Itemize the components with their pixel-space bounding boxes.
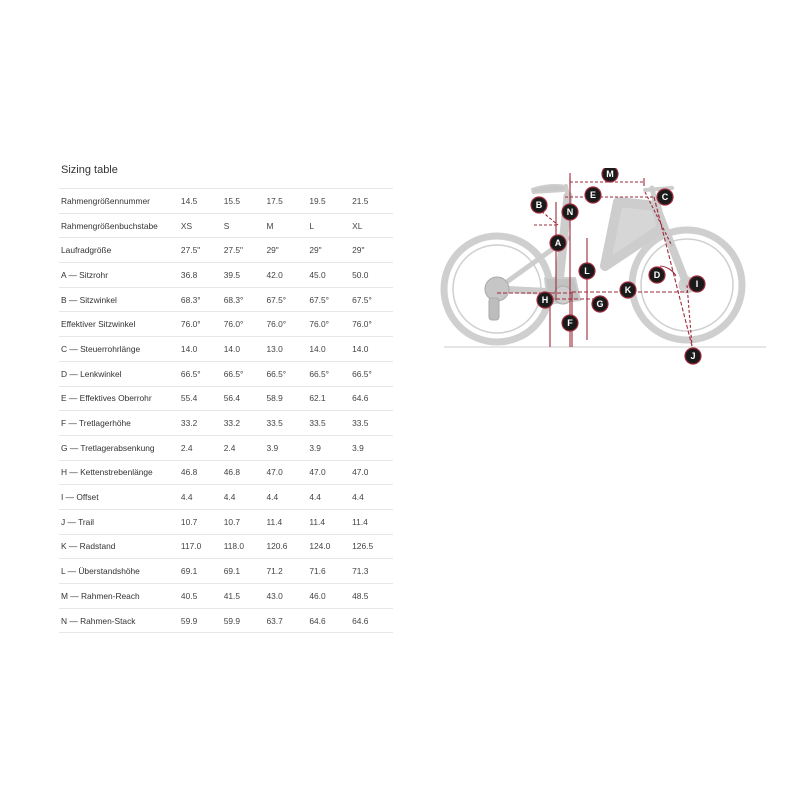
cell-value: M <box>264 213 307 238</box>
cell-value: 27.5" <box>179 238 222 263</box>
table-row <box>59 509 393 534</box>
svg-text:H: H <box>541 295 549 306</box>
row-label: L — Überstandshöhe <box>59 559 179 584</box>
cell-value: 36.8 <box>179 263 222 288</box>
table-row <box>59 287 393 312</box>
marker-f <box>562 315 578 331</box>
cell-value: 2.4 <box>222 435 265 460</box>
cell-value: 15.5 <box>222 189 265 214</box>
cell-value: 63.7 <box>264 608 307 633</box>
cell-value: 46.0 <box>307 584 350 609</box>
svg-text:L: L <box>584 266 590 277</box>
cell-value: 13.0 <box>264 337 307 362</box>
cell-value: 118.0 <box>222 534 265 559</box>
cell-value: 4.4 <box>350 485 393 510</box>
marker-i <box>689 276 705 292</box>
cell-value: XL <box>350 213 393 238</box>
table-row <box>59 608 393 633</box>
cell-value: 33.2 <box>179 411 222 436</box>
cell-value: 124.0 <box>307 534 350 559</box>
row-label: J — Trail <box>59 509 179 534</box>
svg-text:M: M <box>606 169 614 180</box>
cell-value: 29" <box>264 238 307 263</box>
cell-value: XS <box>179 213 222 238</box>
marker-d <box>649 267 665 283</box>
cell-value: 14.5 <box>179 189 222 214</box>
marker-e <box>585 187 601 203</box>
cell-value: 64.6 <box>307 608 350 633</box>
cell-value: 56.4 <box>222 386 265 411</box>
cell-value: 46.8 <box>179 460 222 485</box>
cell-value: 2.4 <box>179 435 222 460</box>
table-row <box>59 460 393 485</box>
cell-value: 68.3° <box>179 287 222 312</box>
row-label: G — Tretlagerabsenkung <box>59 435 179 460</box>
row-label: Laufradgröße <box>59 238 179 263</box>
row-label: C — Steuerrohrlänge <box>59 337 179 362</box>
table-row <box>59 189 393 214</box>
cell-value: 11.4 <box>264 509 307 534</box>
table-row <box>59 411 393 436</box>
cell-value: 14.0 <box>307 337 350 362</box>
sizing-table <box>59 188 393 633</box>
cell-value: 66.5° <box>222 361 265 386</box>
cell-value: 47.0 <box>307 460 350 485</box>
marker-n <box>562 204 578 220</box>
cell-value: 67.5° <box>350 287 393 312</box>
row-label: H — Kettenstrebenlänge <box>59 460 179 485</box>
cell-value: 33.5 <box>264 411 307 436</box>
table-row <box>59 584 393 609</box>
marker-g <box>592 296 608 312</box>
cell-value: 14.0 <box>222 337 265 362</box>
cell-value: L <box>307 213 350 238</box>
cell-value: 39.5 <box>222 263 265 288</box>
cell-value: 47.0 <box>264 460 307 485</box>
cell-value: 27.5" <box>222 238 265 263</box>
svg-text:N: N <box>566 207 574 218</box>
cell-value: 64.6 <box>350 608 393 633</box>
svg-text:D: D <box>653 270 661 281</box>
marker-h <box>537 292 553 308</box>
marker-k <box>620 282 636 298</box>
cell-value: 71.6 <box>307 559 350 584</box>
cell-value: 59.9 <box>222 608 265 633</box>
cell-value: 58.9 <box>264 386 307 411</box>
cell-value: 76.0° <box>222 312 265 337</box>
cell-value: 17.5 <box>264 189 307 214</box>
row-label: F — Tretlagerhöhe <box>59 411 179 436</box>
cell-value: 120.6 <box>264 534 307 559</box>
cell-value: 33.2 <box>222 411 265 436</box>
cell-value: 46.8 <box>222 460 265 485</box>
svg-text:K: K <box>624 285 632 296</box>
bike-geometry-diagram <box>440 168 770 368</box>
cell-value: 64.6 <box>350 386 393 411</box>
svg-text:B: B <box>535 200 543 211</box>
cell-value: 76.0° <box>307 312 350 337</box>
cell-value: 4.4 <box>222 485 265 510</box>
cell-value: 66.5° <box>307 361 350 386</box>
svg-text:I: I <box>695 279 699 290</box>
marker-b <box>531 197 547 213</box>
row-label: Rahmengrößenbuchstabe <box>59 213 179 238</box>
cell-value: 14.0 <box>350 337 393 362</box>
table-row <box>59 337 393 362</box>
row-label: Effektiver Sitzwinkel <box>59 312 179 337</box>
svg-text:G: G <box>596 299 604 310</box>
cell-value: 59.9 <box>179 608 222 633</box>
cell-value: 69.1 <box>179 559 222 584</box>
cell-value: 50.0 <box>350 263 393 288</box>
svg-text:E: E <box>589 190 597 201</box>
cell-value: 43.0 <box>264 584 307 609</box>
row-label: E — Effektives Oberrohr <box>59 386 179 411</box>
table-row <box>59 435 393 460</box>
cell-value: 67.5° <box>264 287 307 312</box>
cell-value: 10.7 <box>179 509 222 534</box>
cell-value: 66.5° <box>350 361 393 386</box>
cell-value: 14.0 <box>179 337 222 362</box>
svg-text:A: A <box>554 238 562 249</box>
table-row <box>59 361 393 386</box>
svg-text:C: C <box>661 192 669 203</box>
cell-value: 67.5° <box>307 287 350 312</box>
cell-value: 76.0° <box>179 312 222 337</box>
cell-value: 40.5 <box>179 584 222 609</box>
row-label: N — Rahmen-Stack <box>59 608 179 633</box>
marker-j <box>685 348 701 364</box>
table-row <box>59 534 393 559</box>
cell-value: 19.5 <box>307 189 350 214</box>
cell-value: 71.2 <box>264 559 307 584</box>
row-label: D — Lenkwinkel <box>59 361 179 386</box>
cell-value: 4.4 <box>307 485 350 510</box>
cell-value: 66.5° <box>179 361 222 386</box>
cell-value: 3.9 <box>350 435 393 460</box>
table-row <box>59 386 393 411</box>
marker-l <box>579 263 595 279</box>
cell-value: 42.0 <box>264 263 307 288</box>
cell-value: 117.0 <box>179 534 222 559</box>
row-label: M — Rahmen-Reach <box>59 584 179 609</box>
cell-value: 55.4 <box>179 386 222 411</box>
cell-value: 11.4 <box>350 509 393 534</box>
cell-value: S <box>222 213 265 238</box>
cell-value: 11.4 <box>307 509 350 534</box>
row-label: B — Sitzwinkel <box>59 287 179 312</box>
svg-text:F: F <box>567 318 573 329</box>
cell-value: 71.3 <box>350 559 393 584</box>
table-row <box>59 485 393 510</box>
cell-value: 45.0 <box>307 263 350 288</box>
cell-value: 4.4 <box>264 485 307 510</box>
cell-value: 41.5 <box>222 584 265 609</box>
row-label: I — Offset <box>59 485 179 510</box>
table-row <box>59 238 393 263</box>
cell-value: 126.5 <box>350 534 393 559</box>
cell-value: 3.9 <box>264 435 307 460</box>
cell-value: 48.5 <box>350 584 393 609</box>
row-label: Rahmengrößennummer <box>59 189 179 214</box>
cell-value: 10.7 <box>222 509 265 534</box>
page-title: Sizing table <box>61 164 118 176</box>
cell-value: 3.9 <box>307 435 350 460</box>
cell-value: 29" <box>307 238 350 263</box>
table-row <box>59 559 393 584</box>
cell-value: 33.5 <box>350 411 393 436</box>
cell-value: 62.1 <box>307 386 350 411</box>
marker-c <box>657 189 673 205</box>
row-label: K — Radstand <box>59 534 179 559</box>
marker-m <box>602 168 618 182</box>
table-row <box>59 312 393 337</box>
svg-text:J: J <box>690 351 696 362</box>
row-label: A — Sitzrohr <box>59 263 179 288</box>
cell-value: 76.0° <box>264 312 307 337</box>
cell-value: 4.4 <box>179 485 222 510</box>
marker-a <box>550 235 566 251</box>
cell-value: 66.5° <box>264 361 307 386</box>
table-row <box>59 263 393 288</box>
cell-value: 29" <box>350 238 393 263</box>
cell-value: 68.3° <box>222 287 265 312</box>
cell-value: 21.5 <box>350 189 393 214</box>
table-row <box>59 213 393 238</box>
cell-value: 69.1 <box>222 559 265 584</box>
cell-value: 47.0 <box>350 460 393 485</box>
cell-value: 33.5 <box>307 411 350 436</box>
cell-value: 76.0° <box>350 312 393 337</box>
